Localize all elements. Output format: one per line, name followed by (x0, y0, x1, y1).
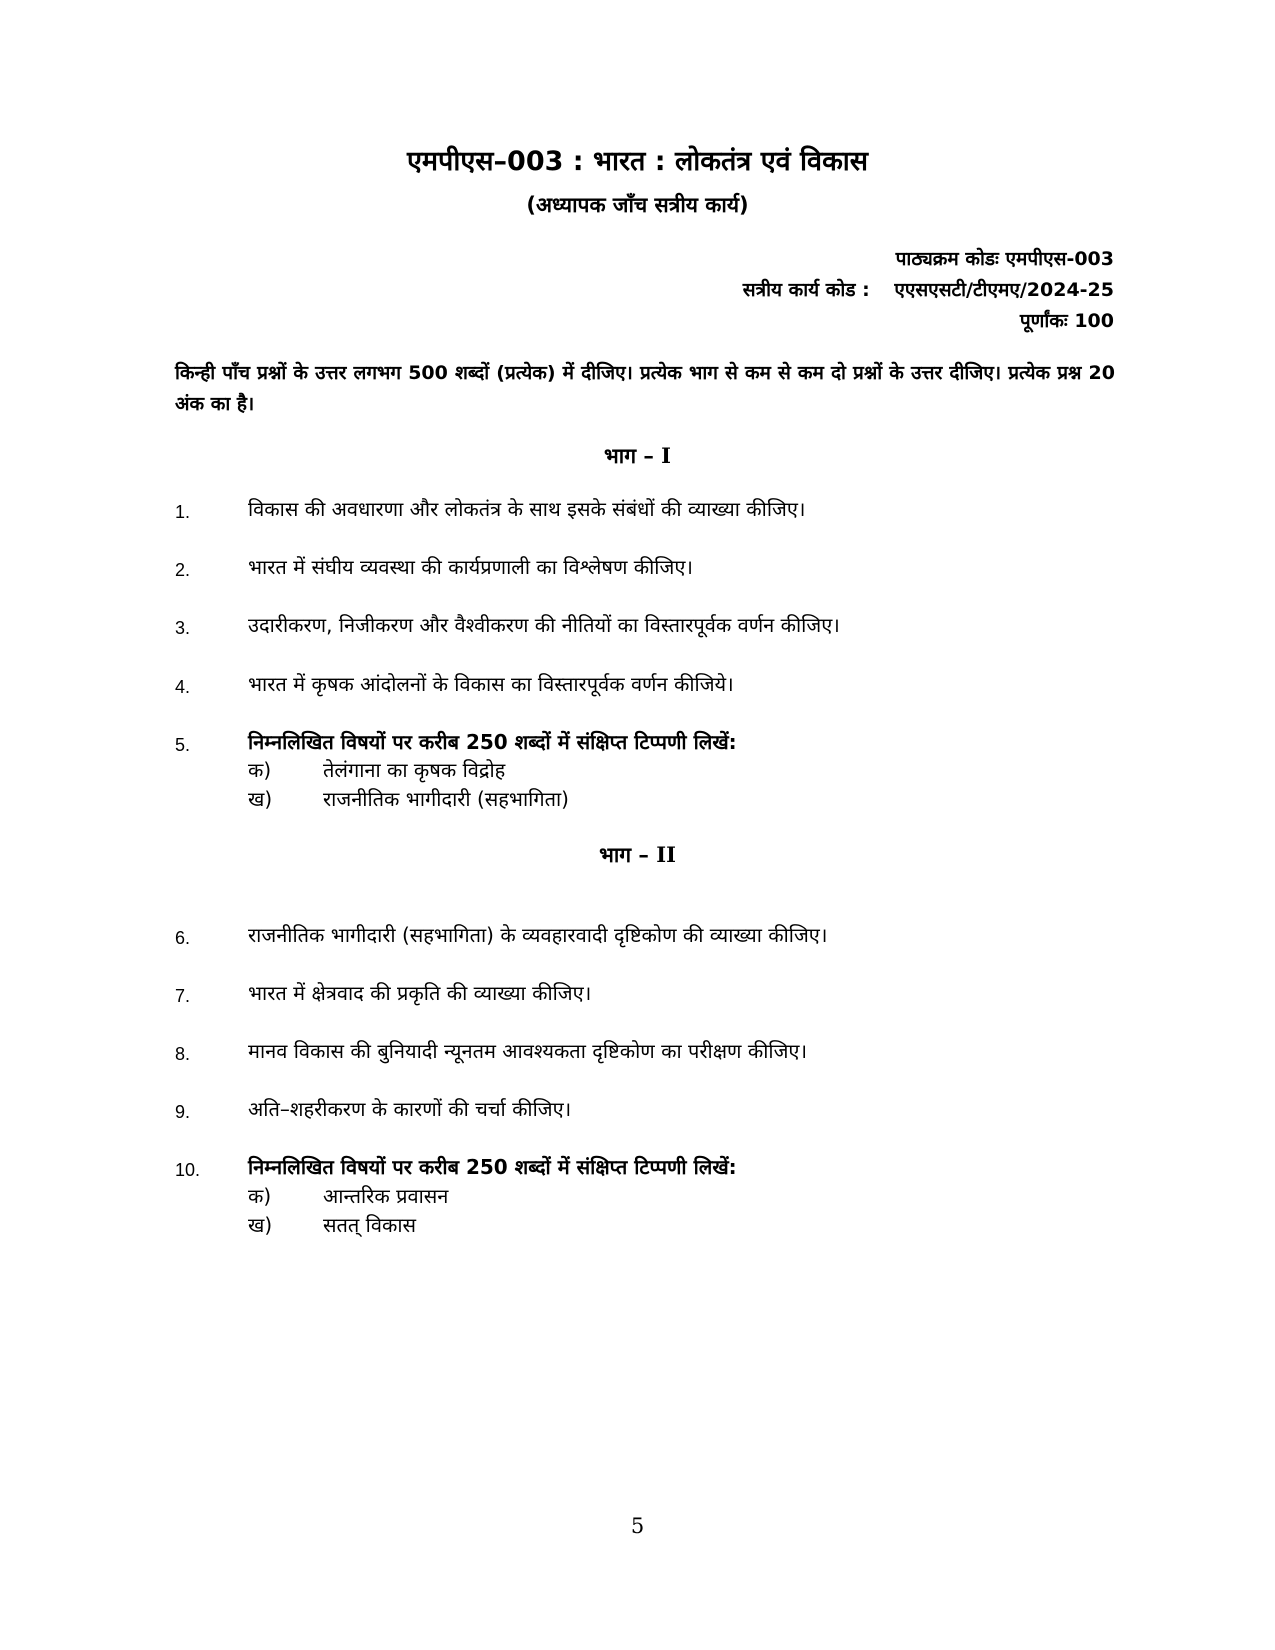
assignment-code-line (743, 276, 1114, 304)
sub-question-text: आन्तरिक प्रवासन (323, 1184, 449, 1208)
question-text: मानव विकास की बुनियादी न्यूनतम आवश्यकता दृष्टिकोण का परीक्षण कीजिए। (248, 1039, 808, 1063)
question-number: 1. (175, 502, 191, 522)
question-text: निम्नलिखित विषयों पर करीब 250 शब्दों में संक्षिप्त टिप्पणी लिखें: (248, 1155, 737, 1179)
sub-question-label: ख) (248, 787, 273, 811)
question-text: भारत में कृषक आंदोलनों के विकास का विस्तारपूर्वक वर्णन कीजिये। (248, 672, 734, 696)
question-text: भारत में क्षेत्रवाद की प्रकृति की व्याख्या कीजिए। (248, 981, 592, 1005)
max-marks-label: पूर्णांकः (1019, 310, 1068, 332)
question-number: 7. (175, 986, 191, 1006)
question-number: 3. (175, 618, 191, 638)
assignment-code-label: सत्रीय कार्य कोड : (742, 279, 870, 301)
sub-question-text: सतत् विकास (323, 1213, 417, 1237)
question-number: 5. (175, 735, 191, 755)
sub-question-text: राजनीतिक भागीदारी (सहभागिता) (323, 787, 569, 811)
sub-question-text: तेलंगाना का कृषक विद्रोह (323, 758, 506, 782)
sub-question-label: ख) (248, 1213, 273, 1237)
course-code: एमपीएस-003 (1005, 248, 1114, 270)
question-text: राजनीतिक भागीदारी (सहभागिता) के व्यवहारवादी दृष्टिकोण की व्याख्या कीजिए। (248, 923, 828, 947)
question-number: 8. (175, 1044, 191, 1064)
question-text: अति–शहरीकरण के कारणों की चर्चा कीजिए। (248, 1097, 572, 1121)
question-text: विकास की अवधारणा और लोकतंत्र के साथ इसके संबंधों की व्याख्या कीजिए। (248, 497, 806, 521)
page-subtitle: (अध्यापक जाँच सत्रीय कार्य) (526, 193, 749, 217)
max-marks: 100 (1074, 310, 1114, 332)
course-code-line (896, 245, 1114, 273)
section-heading-2: भाग – II (599, 842, 676, 867)
question-text: उदारीकरण, निजीकरण और वैश्वीकरण की नीतियों का विस्तारपूर्वक वर्णन कीजिए। (248, 613, 840, 637)
question-number: 4. (175, 677, 191, 697)
question-text: निम्नलिखित विषयों पर करीब 250 शब्दों में संक्षिप्त टिप्पणी लिखें: (248, 730, 737, 754)
course-code-label: पाठ्यक्रम कोडः (895, 248, 999, 270)
assignment-code: एएसएसटी/टीएमए/2024-25 (894, 279, 1114, 301)
question-number: 9. (175, 1102, 191, 1122)
question-number: 10. (175, 1160, 201, 1180)
sub-question-label: क) (248, 758, 272, 782)
question-text: भारत में संघीय व्यवस्था की कार्यप्रणाली का विश्लेषण कीजिए। (248, 555, 693, 579)
page-title: एमपीएस–003 : भारत : लोकतंत्र एवं विकास (406, 146, 869, 177)
question-number: 2. (175, 560, 191, 580)
max-marks-line (1020, 307, 1114, 335)
section-heading-1: भाग – I (604, 443, 671, 468)
page-number: 5 (630, 1514, 645, 1538)
sub-question-label: क) (248, 1184, 272, 1208)
question-number: 6. (175, 928, 191, 948)
instructions: किन्ही पाँच प्रश्नों के उत्तर लगभग 500 शब्दों (प्रत्येक) में दीजिए। प्रत्येक भाग से कम से कम दो प्रश्नों के उत्तर दीजिए। प्रत्येक प्रश्न 20 अंक का है। (175, 362, 1115, 415)
